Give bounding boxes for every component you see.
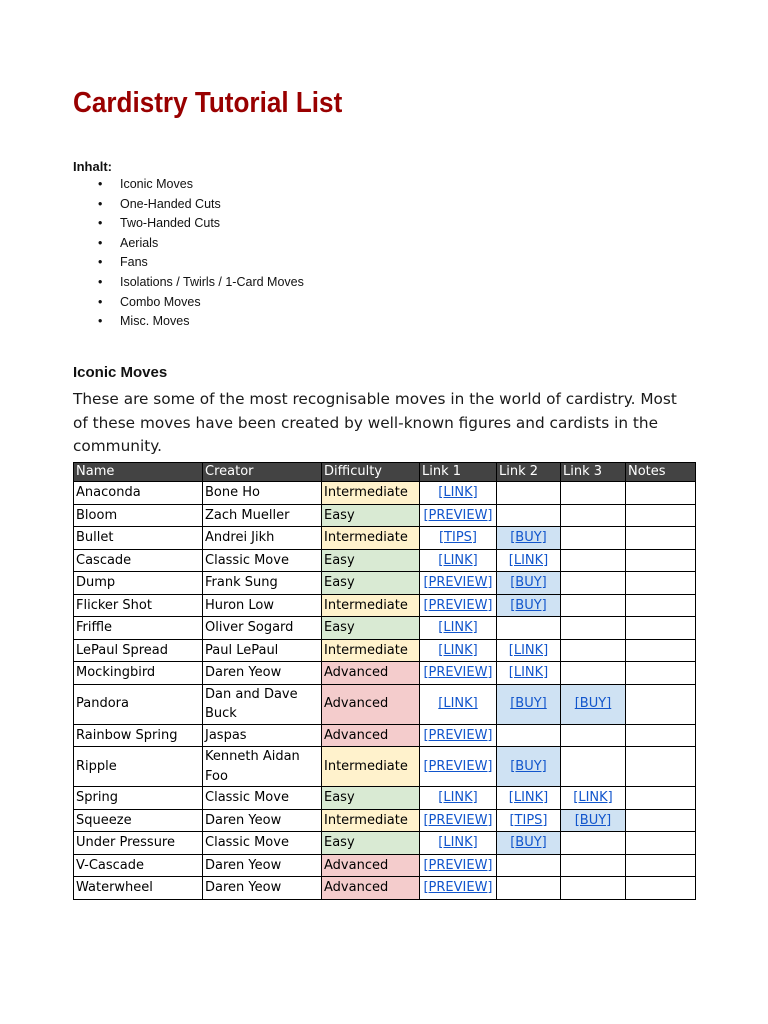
link-2-cell — [497, 747, 561, 787]
link-1-cell — [420, 572, 497, 595]
creator-cell: Classic Move — [203, 549, 322, 572]
name-cell: Rainbow Spring — [74, 724, 203, 747]
link-1-cell — [420, 527, 497, 550]
link-3-cell — [561, 482, 626, 505]
link-2-link[interactable]: [LINK] — [508, 552, 549, 568]
creator-cell: Classic Move — [203, 832, 322, 855]
link-1-cell — [420, 747, 497, 787]
link-3-link[interactable]: [BUY] — [574, 696, 612, 712]
difficulty-cell: Easy — [322, 832, 420, 855]
notes-cell — [626, 662, 696, 685]
difficulty-cell: Intermediate — [322, 639, 420, 662]
toc-label: Inhalt: — [73, 159, 112, 174]
toc-item: • Iconic Moves — [120, 175, 304, 195]
link-2-link[interactable]: [TIPS] — [509, 812, 548, 828]
notes-cell — [626, 617, 696, 640]
creator-cell: Oliver Sogard — [203, 617, 322, 640]
link-1-cell — [420, 877, 497, 900]
name-cell: LePaul Spread — [74, 639, 203, 662]
creator-cell: Frank Sung — [203, 572, 322, 595]
table-row — [74, 854, 696, 877]
link-1-link[interactable]: [LINK] — [438, 696, 478, 712]
creator-cell: Daren Yeow — [203, 854, 322, 877]
difficulty-cell: Easy — [322, 617, 420, 640]
link-2-cell — [497, 832, 561, 855]
name-cell: Bloom — [74, 504, 203, 527]
link-2-cell — [497, 639, 561, 662]
difficulty-cell: Intermediate — [322, 747, 420, 787]
table-row — [74, 877, 696, 900]
link-1-cell — [420, 854, 497, 877]
creator-cell: Paul LePaul — [203, 639, 322, 662]
link-1-link[interactable]: [PREVIEW] — [423, 857, 493, 873]
name-cell: Mockingbird — [74, 662, 203, 685]
name-cell: Flicker Shot — [74, 594, 203, 617]
creator-cell: Huron Low — [203, 594, 322, 617]
name-cell: V-Cascade — [74, 854, 203, 877]
intro-line: of these moves have been created by well-known figures and cardists in the — [73, 413, 659, 432]
notes-cell — [626, 504, 696, 527]
notes-cell — [626, 877, 696, 900]
creator-cell: Jaspas — [203, 724, 322, 747]
column-header-link-3: Link 3 — [561, 463, 626, 482]
link-2-cell — [497, 482, 561, 505]
link-3-cell — [561, 639, 626, 662]
creator-cell: Bone Ho — [203, 482, 322, 505]
notes-cell — [626, 527, 696, 550]
table-row — [74, 684, 696, 724]
link-1-link[interactable]: [PREVIEW] — [423, 880, 493, 895]
document-title: Cardistry Tutorial List — [73, 87, 343, 119]
toc-item: • Misc. Moves — [120, 312, 304, 332]
link-2-link[interactable]: [BUY] — [510, 835, 547, 850]
link-2-link[interactable]: [LINK] — [508, 665, 549, 680]
notes-cell — [626, 684, 696, 724]
link-1-cell — [420, 639, 497, 662]
link-3-cell — [561, 724, 626, 747]
link-1-link[interactable]: [LINK] — [438, 620, 478, 635]
link-1-link[interactable]: [PREVIEW] — [423, 758, 493, 774]
link-1-cell — [420, 594, 497, 617]
link-3-cell — [561, 854, 626, 877]
intro-line: community. — [73, 437, 162, 455]
difficulty-cell: Advanced — [322, 724, 420, 747]
notes-cell — [626, 809, 696, 832]
table-row — [74, 809, 696, 832]
link-3-link[interactable]: [LINK] — [573, 790, 613, 805]
link-1-cell — [420, 809, 497, 832]
link-2-cell — [497, 504, 561, 527]
link-1-cell — [420, 724, 497, 747]
link-3-cell — [561, 787, 626, 810]
toc-item: • Two-Handed Cuts — [120, 214, 304, 234]
link-2-cell — [497, 617, 561, 640]
link-2-link[interactable]: [BUY] — [510, 758, 547, 774]
name-cell: Waterwheel — [74, 877, 203, 900]
link-3-cell — [561, 809, 626, 832]
link-1-link[interactable]: [TIPS] — [438, 530, 477, 545]
link-1-cell — [420, 787, 497, 810]
table-row — [74, 572, 696, 595]
intro-line: These are some of the most recognisable moves in the world of cardistry. Most — [73, 390, 677, 408]
link-2-cell — [497, 684, 561, 724]
notes-cell — [626, 787, 696, 810]
difficulty-cell: Easy — [322, 572, 420, 595]
notes-cell — [626, 747, 696, 787]
difficulty-cell: Advanced — [322, 854, 420, 877]
link-3-cell — [561, 684, 626, 724]
link-1-link[interactable]: [LINK] — [438, 642, 478, 658]
link-1-cell — [420, 504, 497, 527]
link-3-cell — [561, 747, 626, 787]
link-1-cell — [420, 684, 497, 724]
column-header-difficulty: Difficulty — [322, 463, 420, 482]
table-row — [74, 617, 696, 640]
table-row — [74, 594, 696, 617]
column-header-notes: Notes — [626, 463, 696, 482]
link-1-link[interactable]: [PREVIEW] — [423, 727, 493, 743]
creator-cell: Dan and Dave Buck — [203, 684, 322, 724]
toc-list — [120, 175, 304, 332]
notes-cell — [626, 832, 696, 855]
difficulty-cell: Intermediate — [322, 527, 420, 550]
link-1-link[interactable]: [LINK] — [438, 790, 478, 805]
table-row — [74, 504, 696, 527]
name-cell: Cascade — [74, 549, 203, 572]
toc-item: • Aerials — [120, 234, 304, 254]
creator-cell: Classic Move — [203, 787, 322, 810]
iconic-moves-table — [73, 462, 696, 900]
creator-cell: Daren Yeow — [203, 662, 322, 685]
table-row — [74, 787, 696, 810]
table-row — [74, 662, 696, 685]
name-cell: Ripple — [74, 747, 203, 787]
difficulty-cell: Easy — [322, 549, 420, 572]
name-cell: Friffle — [74, 617, 203, 640]
creator-cell: Zach Mueller — [203, 504, 322, 527]
link-2-link[interactable]: [LINK] — [508, 642, 549, 658]
notes-cell — [626, 594, 696, 617]
link-1-cell — [420, 832, 497, 855]
notes-cell — [626, 572, 696, 595]
name-cell: Under Pressure — [74, 832, 203, 855]
table-row — [74, 724, 696, 747]
link-2-cell — [497, 809, 561, 832]
table-header-row — [74, 463, 696, 482]
creator-cell: Andrei Jikh — [203, 527, 322, 550]
section-heading: Iconic Moves — [73, 364, 168, 381]
creator-cell: Daren Yeow — [203, 809, 322, 832]
link-1-link[interactable]: [PREVIEW] — [423, 575, 493, 590]
link-1-link[interactable]: [PREVIEW] — [423, 597, 493, 613]
toc-item: • Fans — [120, 253, 304, 273]
difficulty-cell: Advanced — [322, 662, 420, 685]
link-3-link[interactable]: [BUY] — [574, 812, 612, 828]
difficulty-cell: Intermediate — [322, 594, 420, 617]
link-3-cell — [561, 549, 626, 572]
toc-item: • One-Handed Cuts — [120, 195, 304, 215]
name-cell: Anaconda — [74, 482, 203, 505]
creator-cell: Daren Yeow — [203, 877, 322, 900]
link-3-cell — [561, 617, 626, 640]
notes-cell — [626, 549, 696, 572]
toc-item: • Combo Moves — [120, 293, 304, 313]
table-row — [74, 549, 696, 572]
name-cell: Pandora — [74, 684, 203, 724]
column-header-name: Name — [74, 463, 203, 482]
link-3-cell — [561, 877, 626, 900]
table-row — [74, 639, 696, 662]
link-3-cell — [561, 662, 626, 685]
link-1-link[interactable]: [PREVIEW] — [423, 507, 493, 523]
table-row — [74, 527, 696, 550]
name-cell: Dump — [74, 572, 203, 595]
link-2-cell — [497, 787, 561, 810]
table-row — [74, 482, 696, 505]
difficulty-cell: Easy — [322, 787, 420, 810]
link-3-cell — [561, 832, 626, 855]
difficulty-cell: Intermediate — [322, 809, 420, 832]
link-3-cell — [561, 572, 626, 595]
link-1-link[interactable]: [PREVIEW] — [423, 812, 493, 828]
link-2-link[interactable]: [LINK] — [508, 790, 549, 805]
name-cell: Bullet — [74, 527, 203, 550]
link-3-cell — [561, 527, 626, 550]
section-intro — [73, 388, 677, 459]
name-cell: Spring — [74, 787, 203, 810]
link-2-cell — [497, 549, 561, 572]
link-2-cell — [497, 854, 561, 877]
notes-cell — [626, 854, 696, 877]
difficulty-cell: Easy — [322, 504, 420, 527]
link-2-cell — [497, 594, 561, 617]
notes-cell — [626, 482, 696, 505]
table-body — [74, 482, 696, 900]
link-1-link[interactable]: [LINK] — [438, 835, 478, 850]
link-2-link[interactable]: [BUY] — [510, 530, 547, 545]
link-1-cell — [420, 617, 497, 640]
link-1-cell — [420, 549, 497, 572]
link-1-link[interactable]: [PREVIEW] — [423, 665, 493, 680]
table-head — [74, 463, 696, 482]
link-1-cell — [420, 662, 497, 685]
link-2-cell — [497, 662, 561, 685]
link-1-cell — [420, 482, 497, 505]
link-1-link[interactable]: [LINK] — [438, 485, 478, 500]
notes-cell — [626, 724, 696, 747]
link-3-cell — [561, 504, 626, 527]
table-row — [74, 832, 696, 855]
link-2-cell — [497, 527, 561, 550]
column-header-creator: Creator — [203, 463, 322, 482]
difficulty-cell: Intermediate — [322, 482, 420, 505]
link-2-link[interactable]: [BUY] — [510, 575, 547, 590]
column-header-link-2: Link 2 — [497, 463, 561, 482]
difficulty-cell: Advanced — [322, 877, 420, 900]
link-2-link[interactable]: [BUY] — [510, 597, 547, 613]
toc-item: • Isolations / Twirls / 1-Card Moves — [120, 273, 304, 293]
name-cell: Squeeze — [74, 809, 203, 832]
column-header-link-1: Link 1 — [420, 463, 497, 482]
link-2-cell — [497, 724, 561, 747]
link-1-link[interactable]: [LINK] — [438, 552, 478, 568]
notes-cell — [626, 639, 696, 662]
table-row — [74, 747, 696, 787]
link-2-cell — [497, 877, 561, 900]
link-3-cell — [561, 594, 626, 617]
difficulty-cell: Advanced — [322, 684, 420, 724]
link-2-cell — [497, 572, 561, 595]
creator-cell: Kenneth Aidan Foo — [203, 747, 322, 787]
link-2-link[interactable]: [BUY] — [510, 696, 547, 712]
